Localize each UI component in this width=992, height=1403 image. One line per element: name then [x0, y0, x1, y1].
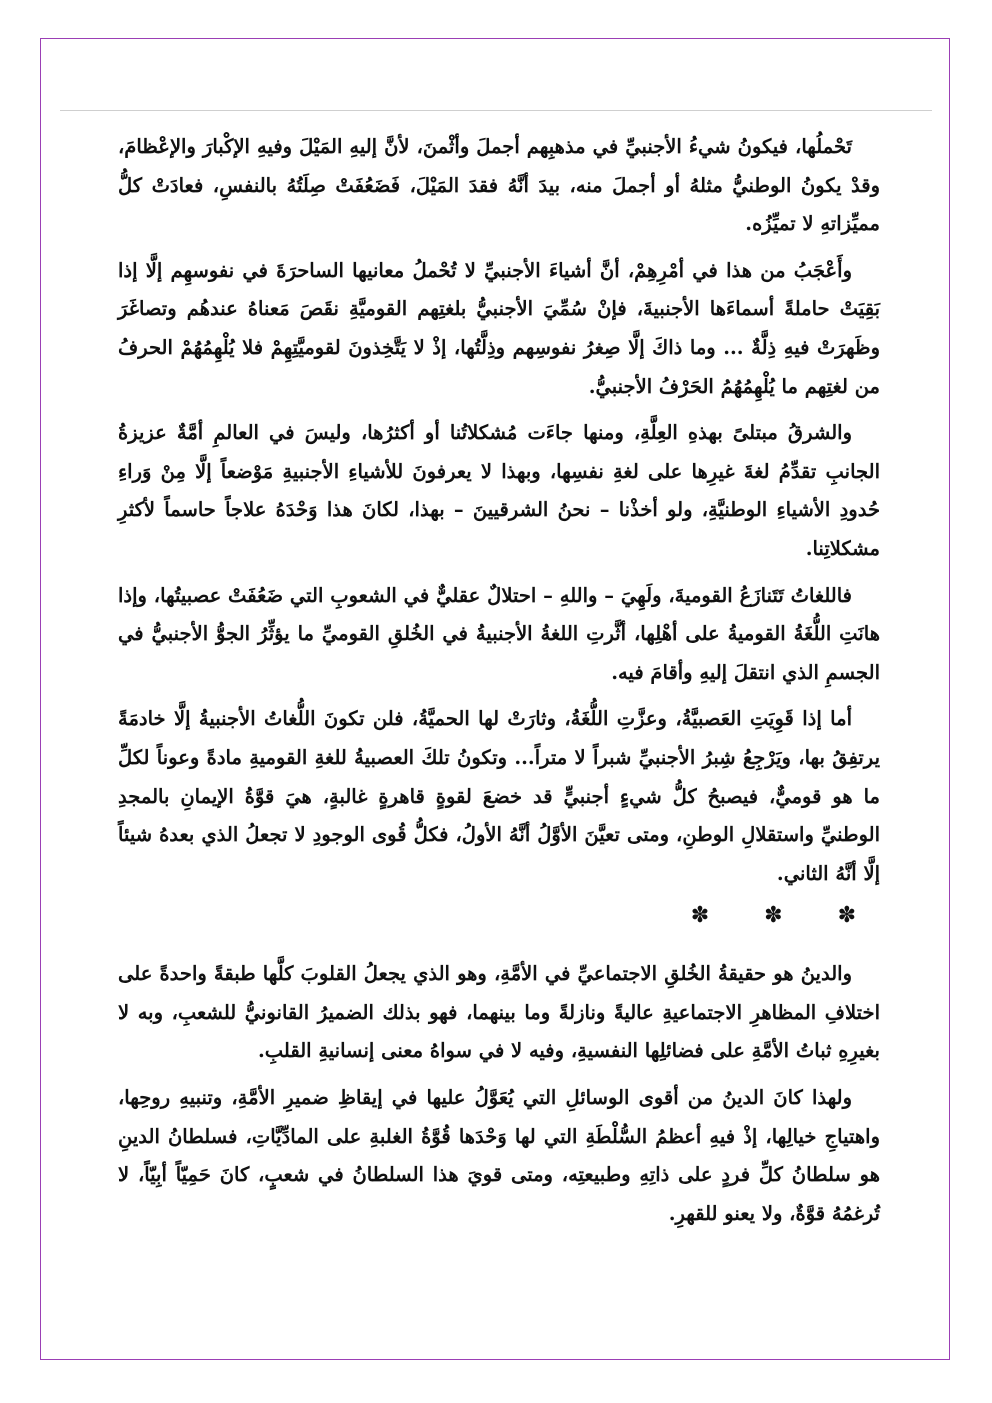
paragraph: فاللغاتُ تَتَنازَعُ القوميةَ، ولَهِيَ – واللهِ – احتلالٌ عقليٌّ في الشعوبِ التي ضَعُفَتْ عصبيتُها، وإذا هانَتِ اللُّغَةُ القوميةُ على أهْلِها، أثَّرتِ اللغةُ الأجنبيةُ في الخُلقِ القوميِّ ما يؤثِّرُ الجوُّ الأجنبيُّ في الجسمِ الذي انتقلَ إليهِ وأقامَ فيه.	[118, 583, 880, 684]
paragraph: أما إذا قَوِيَتِ العَصبيَّةُ، وعزَّتِ اللُّغَةُ، وثارَتْ لها الحميَّةُ، فلن تكونَ اللُّغاتُ الأجنبيةُ إلَّا خادمَةً يرتفِقُ بها، ويَرْجِعُ شِبرُ الأجنبيِّ شبراً لا متراً... وتكونُ تلكَ العصبيةُ للغةِ القوميةِ مادةً وعوناً لكلِّ ما هو قوميٌّ، فيصبحُ كلُّ شيءٍ أجنبيٍّ قد خضعَ لقوةٍ قاهرةٍ غالبةٍ، هيَ قوَّةُ الإيمانِ بالمجدِ الوطنيِّ واستقلالِ الوطنِ، ومتى تعيَّنَ الأوَّلُ أنَّهُ الأولُ، فكلُّ قُوى الوجودِ لا تجعلُ الذي بعدهُ شيئاً إلَّا أنَّهُ الثاني.	[118, 707, 880, 885]
section-two	[118, 955, 880, 1233]
asterisk-ornament-icon: ✽	[764, 903, 783, 929]
paragraph: والدينُ هو حقيقةُ الخُلقِ الاجتماعيِّ في الأمَّةِ، وهو الذي يجعلُ القلوبَ كلَّها طبقةً واحدةً على اختلافِ المظاهرِ الاجتماعيةِ عاليةً ونازلةً وما بينهما، فهو بذلك الضميرُ القانونيُّ للشعبِ، وبه لا بغيرِهِ ثباتُ الأمَّةِ على فضائلِها النفسيةِ، وفيه لا في سواهُ معنى إنسانيةِ القلبِ.	[118, 962, 880, 1063]
asterisk-ornament-icon: ✽	[690, 903, 710, 929]
section-one	[118, 128, 880, 893]
paragraph: ولهذا كانَ الدينُ من أقوى الوسائلِ التي يُعَوَّلُ عليها في إيقاظِ ضميرِ الأمَّةِ، وتنبيهِ روحِها، واهتياجِ خيالِها، إذْ فيهِ أعظمُ السُّلْطَةِ التي لها وَحْدَها قُوَّةُ الغلبةِ على المادِّيَّاتِ، فسلطانُ الدينِ هو سلطانُ كلِّ فردٍ على ذاتِهِ وطبيعتِه، ومتى قويَ هذا السلطانُ في شعبٍ، كانَ حَمِيّاً أبِيّاً، لا تُرغمُهُ قوَّةٌ، ولا يعنو للقهرِ.	[118, 1086, 880, 1225]
asterisk-ornament-icon: ✽	[837, 903, 856, 929]
header-rule	[60, 110, 932, 111]
paragraph: وأَعْجَبُ من هذا في أمْرِهِمْ، أنَّ أشياءَ الأجنبيِّ لا تُحْملُ معانيها الساحرَةَ في نفوسهِم إلَّا إذا بَقِيَتْ حاملةً أسماءَها الأجنبيةَ، فإنْ سُمِّيَ الأجنبيُّ بلغتِهم القوميَّةِ نقَصَ مَعناهُ عندهُم وتصاغَرَ وظَهرَتْ فيهِ ذِلَّةٌ ... وما ذاكَ إلَّا صِغرُ نفوسِهم وذِلَّتُها، إذْ لا يَتَّخِذونَ لقوميَّتِهِمْ فلا يُلْهِمُهُمْ الحرفُ من لغتِهم ما يُلْهِمُهُمُ الحَرْفُ الأجنبيُّ.	[118, 258, 880, 398]
paragraph: تَحْملُها، فيكونُ شيءُ الأجنبيِّ في مذهبِهم أجملَ وأثْمنَ، لأنَّ إليهِ المَيْلَ وفيهِ الإكْبارَ والإعْظامَ، وقدْ يكونُ الوطنيُّ مثلهُ أو أجملَ منه، بيدَ أنَّهُ فقدَ المَيْلَ، فَضَعُفَتْ صِلَتُهُ بالنفسِ، فعادَتْ كلُّ مميِّزاتهِ لا تميِّزُه.	[118, 135, 880, 236]
paragraph: والشرقُ مبتلىً بهذهِ العِلَّةِ، ومنها جاءَت مُشكلاتُنا أو أكثرُها، وليسَ في العالمِ أمَّةٌ عزيزةُ الجانبِ تقدِّمُ لغةَ غيرِها على لغةِ نفسِها، وبهذا لا يعرفونَ للأشياءِ الأجنبيةِ مَوْضعاً إلَّا مِنْ وَراءِ حُدودِ الأشياءِ الوطنيَّةِ، ولو أخذْنا – نحنُ الشرقيينَ – بهذا، لكانَ هذا وَحْدَهُ علاجاً حاسماً لأكثرِ مشكلاتِنا.	[118, 421, 880, 560]
document-body	[118, 128, 880, 1241]
section-separator	[118, 901, 880, 931]
